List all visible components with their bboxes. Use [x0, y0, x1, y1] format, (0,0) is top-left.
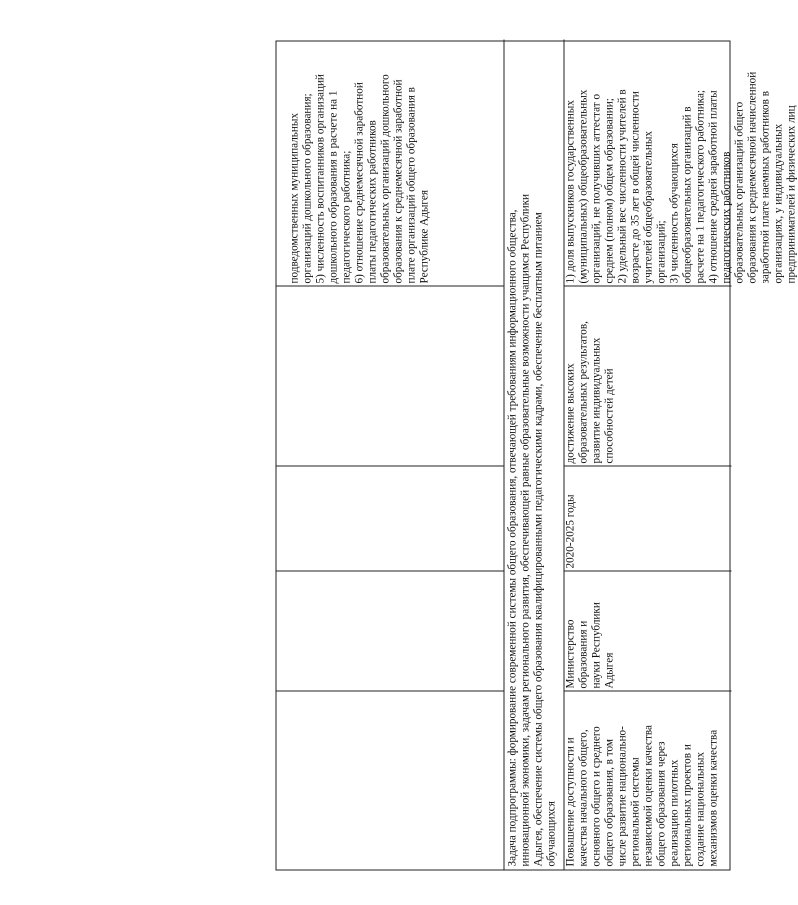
top-activity-cell	[276, 691, 503, 869]
top-executor-cell	[276, 571, 503, 691]
col-divider-4b	[563, 285, 731, 286]
result-cell: достижение высоких образовательных результатов, развитие индивидуальных способностей детей	[564, 320, 615, 463]
col-divider-3b	[563, 465, 731, 466]
top-result-cell	[276, 286, 503, 466]
col-divider-1b	[563, 690, 731, 691]
period-cell: 2020-2025 годы	[564, 493, 576, 568]
col-divider-3	[276, 465, 503, 466]
top-period-cell	[276, 466, 503, 571]
col-divider-2b	[563, 570, 731, 571]
col-divider-1	[276, 690, 503, 691]
col-divider-2	[276, 570, 503, 571]
activity-cell: Повышение доступности и качества начального общего, основного общего и среднего общего образования, в том числе развитие национально- региональной системы независимой оценки качества общего образования через реализацию пилотных региональных проектов и создание национальных механизмов оценки качества	[564, 724, 719, 866]
indicators-cell: 1) доля выпускников государственных (муниципальных) общеобразовательных организаций, не получивших аттестат о среднем (полном) общем образовании; 2) удельный вес численности учителей в возрасте до 35 лет в общей численности учителей общеобразовательных организаций; 3) численность обучающихся общеобразовательных организаций в расчете на 1 педагогического работника; 4) отношение средней заработной платы педагогических работников образовательных организаций общего образования к среднемесячной начисленной заработной плате наемных работников в организациях, у индивидуальных предпринимателей и физических лиц	[564, 71, 797, 283]
program-table	[275, 40, 797, 870]
executor-cell: Министерство образования и науки Республики Адыгея	[564, 601, 615, 688]
subprogram-task: Задача подпрограммы: формирование современной системы общего образования, отвечающей требованиям информационного общества, инновационной экономики, задачам регионального развития, обеспечивающей равные образовательные возможности учащимся Республики Адыгея, обеспечение системы общего образования квалифицированными педагогическими кадрами, обеспечение бесплатным питанием обучающихся	[506, 193, 557, 866]
row-divider-2	[563, 39, 564, 869]
row-divider-1	[503, 39, 504, 869]
top-indicators-cell: подведомственных муниципальных организаций дошкольного образования; 5) численность воспитанников организаций дошкольного образования в расчете на 1 педагогического работника; 6) отношение среднемесячной заработной платы педагогических работников образовательных организаций дошкольного образования к среднемесячной заработной плате организаций общего образования в Республике Адыгея	[288, 73, 430, 283]
col-divider-4	[276, 285, 503, 286]
